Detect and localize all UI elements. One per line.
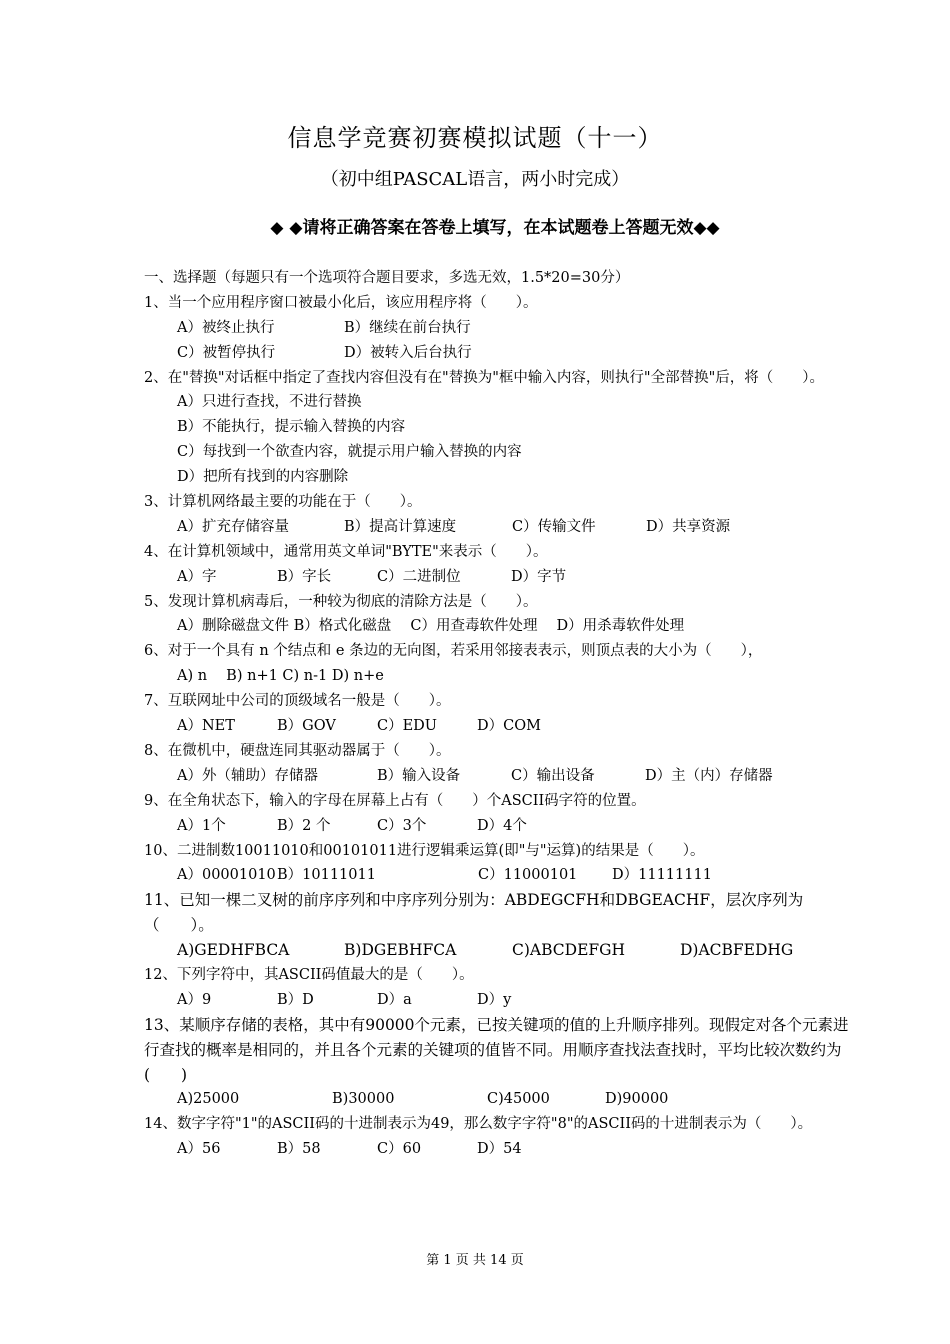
option-d: D）被转入后台执行 xyxy=(344,344,472,361)
option-d: D）54 xyxy=(477,1141,522,1158)
question-stem: 12、下列字符中，其ASCII码值最大的是（ ）。 xyxy=(144,966,474,983)
option-c: C）60 xyxy=(377,1141,422,1158)
option-c: C）每找到一个欲查内容，就提示用户输入替换的内容 xyxy=(177,444,522,461)
option-a: A)25000 xyxy=(177,1091,240,1108)
option-d: D）y xyxy=(477,991,512,1008)
option-row: A) n B) n+1 C) n-1 D) n+e xyxy=(177,668,384,685)
option-a: A）被终止执行 xyxy=(177,319,275,336)
question-stem: 6、对于一个具有 n 个结点和 e 条边的无向图，若采用邻接表表示，则顶点表的大小为（ ）， xyxy=(144,643,763,660)
option-b: B）D xyxy=(277,991,314,1008)
option-b: B）58 xyxy=(277,1141,321,1158)
option-a: A）字 xyxy=(177,568,217,585)
option-b: B）2 个 xyxy=(277,817,331,834)
option-row: A）删除磁盘文件 B）格式化磁盘 C）用查毒软件处理 D）用杀毒软件处理 xyxy=(177,618,685,635)
option-d: D）COM xyxy=(477,718,541,735)
option-b: B)30000 xyxy=(332,1091,395,1108)
question-list xyxy=(144,266,850,1162)
option-row xyxy=(144,341,850,366)
option-d: D）4个 xyxy=(477,817,527,834)
question-stem: 10、二进制数10011010和00101011进行逻辑乘运算(即"与"运算)的结果是（ ）。 xyxy=(144,842,705,859)
option-b: B）GOV xyxy=(277,718,336,735)
question-stem: 4、在计算机领域中，通常用英文单词"BYTE"来表示（ ）。 xyxy=(144,543,548,560)
option-c: C）输出设备 xyxy=(511,767,595,784)
option-a: A）扩充存储容量 xyxy=(177,518,289,535)
option-a: A）00001010 xyxy=(177,867,276,884)
option-row xyxy=(144,515,850,540)
option-a: A）只进行查找，不进行替换 xyxy=(177,394,362,411)
option-a: A）9 xyxy=(177,991,212,1008)
question-stem: 5、发现计算机病毒后，一种较为彻底的清除方法是（ ）。 xyxy=(144,593,538,610)
question-stem: 14、数字字符"1"的ASCII码的十进制表示为49，那么数字字符"8"的ASCII码的十进制表示为（ ）。 xyxy=(144,1116,813,1133)
option-row xyxy=(144,814,850,839)
option-b: B）输入设备 xyxy=(377,767,461,784)
exam-subtitle: （初中组PASCAL语言，两小时完成） xyxy=(320,169,630,190)
option-d: D）把所有找到的内容删除 xyxy=(177,469,349,486)
question-stem: 2、在"替换"对话框中指定了查找内容但没有在"替换为"框中输入内容，则执行"全部替换"后，将（ ）。 xyxy=(144,369,824,386)
option-c: C）3个 xyxy=(377,817,427,834)
option-row xyxy=(144,988,850,1013)
option-row xyxy=(144,1137,850,1162)
question-stem: 3、计算机网络最主要的功能在于（ ）。 xyxy=(144,494,422,511)
option-row xyxy=(144,1087,850,1112)
option-c: D）a xyxy=(377,991,412,1008)
option-a: A）56 xyxy=(177,1141,221,1158)
option-row xyxy=(144,316,850,341)
question-stem: 7、互联网址中公司的顶级域名一般是（ ）。 xyxy=(144,693,451,710)
option-d: D）11111111 xyxy=(612,867,712,884)
option-a: A）NET xyxy=(177,718,235,735)
option-d: D）共享资源 xyxy=(646,518,731,535)
option-b: B）提高计算速度 xyxy=(344,518,457,535)
option-row xyxy=(144,714,850,739)
option-b: B）字长 xyxy=(277,568,332,585)
option-b: B)DGEBHFCA xyxy=(344,941,457,960)
option-b: B）继续在前台执行 xyxy=(344,319,471,336)
option-b: B）10111011 xyxy=(277,867,376,884)
question-stem: 11、已知一棵二叉树的前序序列和中序序列分别为：ABDEGCFH和DBGEACHF，层次序列为（ ）。 xyxy=(144,891,804,935)
option-c: C）11000101 xyxy=(478,867,578,884)
question-stem: 8、在微机中，硬盘连同其驱动器属于（ ）。 xyxy=(144,742,451,759)
option-a: A)GEDHFBCA xyxy=(177,941,290,960)
exam-title: 信息学竞赛初赛模拟试题（十一） xyxy=(287,124,663,152)
option-d: D）字节 xyxy=(511,568,567,585)
option-c: C）被暂停执行 xyxy=(177,344,276,361)
option-row xyxy=(144,863,850,888)
option-c: C)45000 xyxy=(487,1091,550,1108)
option-row xyxy=(144,764,850,789)
option-a: A）外（辅助）存储器 xyxy=(177,767,318,784)
answer-notice: ◆ ◆请将正确答案在答卷上填写，在本试题卷上答题无效◆◆ xyxy=(270,218,720,238)
section-heading: 一、选择题（每题只有一个选项符合题目要求，多选无效，1.5*20=30分） xyxy=(144,270,630,286)
option-b: B）不能执行，提示输入替换的内容 xyxy=(177,419,406,436)
option-c: C)ABCDEFGH xyxy=(512,941,626,960)
page-footer: 第 1 页 共 14 页 xyxy=(426,1253,524,1268)
option-row xyxy=(144,938,850,963)
option-c: C）二进制位 xyxy=(377,568,461,585)
question-stem: 9、在全角状态下，输入的字母在屏幕上占有（ ）个ASCII码字符的位置。 xyxy=(144,792,646,809)
question-stem: 13、某顺序存储的表格，其中有90000个元素，已按关键项的值的上升顺序排列。现假定对各个元素进行查找的概率是相同的，并且各个元素的关键项的值皆不同。用顺序查找法查找时，平均比较次数约为( ) xyxy=(144,1015,849,1084)
option-c: C）EDU xyxy=(377,718,438,735)
option-d: D）主（内）存储器 xyxy=(645,767,773,784)
question-stem: 1、当一个应用程序窗口被最小化后，该应用程序将（ ）。 xyxy=(144,294,538,311)
option-a: A）1个 xyxy=(177,817,226,834)
option-c: C）传输文件 xyxy=(512,518,596,535)
option-d: D)ACBFEDHG xyxy=(680,941,794,960)
option-row xyxy=(144,565,850,590)
option-d: D)90000 xyxy=(605,1091,669,1108)
